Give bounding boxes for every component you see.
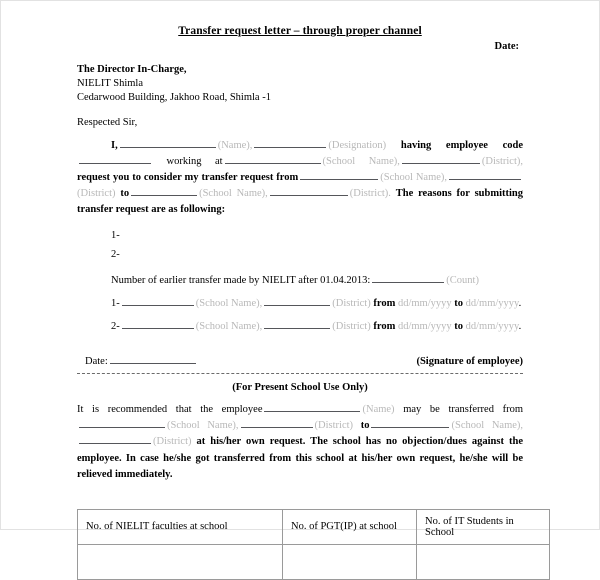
transfer-count-placeholder: (Count) — [446, 274, 479, 286]
reason-item-1[interactable]: 1- — [111, 229, 120, 241]
recommend-to-district-placeholder: (District) — [153, 436, 192, 448]
pronoun-i: I, — [111, 139, 118, 151]
history-period-2: . — [518, 320, 522, 332]
recommend-text-2: may be transferred from — [403, 403, 523, 415]
history-index-2: 2- — [111, 320, 120, 332]
recommend-from-school-placeholder: (School Name), — [167, 420, 239, 432]
school-counts-table — [77, 509, 550, 580]
reason-item-2[interactable]: 2- — [111, 248, 120, 260]
from-school-placeholder: (School Name), — [380, 172, 448, 184]
table-row — [78, 544, 550, 579]
page-title: Transfer request letter – through proper channel — [178, 25, 422, 37]
history-from-placeholder-1[interactable]: dd/mm/yyyy — [397, 297, 452, 309]
recommend-name-placeholder: (Name) — [362, 403, 395, 415]
employee-code-label: having employee code — [400, 139, 524, 151]
table-cell-pgt-ip[interactable] — [283, 544, 417, 579]
recommend-text-3: at his/her own request. The school has no objection/dues against the employee. In case he/she got transferred from this school at his/her own request, he/she will be relieved immediately. — [77, 436, 523, 481]
history-district-blank-2[interactable] — [264, 319, 330, 329]
table-cell-nielit-faculties[interactable] — [78, 544, 283, 579]
history-to-label-2: to — [454, 320, 463, 332]
salutation: Respected Sir, — [77, 116, 138, 128]
to-label: to — [120, 188, 130, 200]
designation-placeholder: (Designation) — [328, 139, 387, 151]
name-blank[interactable] — [120, 138, 216, 148]
addressee-line-1: The Director In-Charge, — [77, 64, 187, 75]
signature-row — [77, 354, 523, 367]
addressee-line-3: Cedarwood Building, Jakhoo Road, Shimla -1 — [77, 92, 271, 104]
earlier-transfers-line — [111, 273, 523, 286]
recommend-name-blank[interactable] — [264, 402, 360, 412]
earlier-transfers-label: Number of earlier transfer made by NIELIT after 01.04.2013: — [111, 274, 371, 286]
transfer-from-label: transfer request from — [201, 172, 299, 184]
transfer-count-blank[interactable] — [372, 273, 444, 283]
recommend-from-district-placeholder: (District) — [314, 420, 354, 432]
main-paragraph — [77, 138, 523, 219]
section-divider — [77, 373, 523, 374]
history-district-placeholder-1: (District) — [332, 297, 371, 309]
history-index-1: 1- — [111, 297, 120, 309]
addressee-line-2: NIELIT Shimla — [77, 78, 144, 90]
recommend-text-1: It is recommended that the employee — [77, 403, 263, 415]
to-district-placeholder: (District). — [349, 188, 391, 200]
signature-date-group — [77, 354, 198, 367]
current-school-blank[interactable] — [225, 154, 321, 164]
history-school-placeholder-2: (School Name), — [195, 320, 263, 332]
to-school-placeholder-cont: Name), — [236, 188, 268, 200]
history-from-label-2: from — [373, 320, 396, 332]
history-from-placeholder-2[interactable]: dd/mm/yyyy — [397, 320, 452, 332]
school-section-heading: (For Present School Use Only) — [232, 381, 368, 393]
recommend-from-school-blank[interactable] — [79, 418, 165, 428]
recommend-to-school-placeholder: (School Name), — [451, 420, 524, 432]
history-school-blank-2[interactable] — [122, 319, 194, 329]
employee-code-blank[interactable] — [79, 154, 151, 164]
history-to-placeholder-2[interactable]: dd/mm/yyyy — [465, 320, 519, 332]
table-header-nielit-faculties: No. of NIELIT faculties at school — [78, 509, 283, 544]
transfer-history-row-1 — [111, 296, 523, 309]
to-school-blank[interactable] — [131, 186, 197, 196]
reasons-list — [111, 226, 523, 264]
table-cell-it-students[interactable] — [417, 544, 550, 579]
reasons-intro: The reasons for submitting transfer request are as following: — [77, 188, 524, 216]
header-date-label: Date: — [494, 41, 519, 52]
designation-blank[interactable] — [254, 138, 326, 148]
recommend-to-district-blank[interactable] — [79, 434, 151, 444]
from-district-blank[interactable] — [449, 170, 521, 180]
history-district-blank-1[interactable] — [264, 296, 330, 306]
from-district-placeholder: (District) — [77, 188, 116, 200]
history-school-blank-1[interactable] — [122, 296, 194, 306]
school-recommendation-paragraph — [77, 402, 523, 484]
table-header-pgt-ip: No. of PGT(IP) at school — [283, 509, 417, 544]
history-district-placeholder-2: (District) — [332, 320, 371, 332]
working-at-label: working at — [166, 155, 223, 167]
to-district-blank[interactable] — [270, 186, 348, 196]
history-period-1: . — [518, 297, 522, 309]
transfer-history-row-2 — [111, 319, 523, 332]
signature-date-label: Date: — [85, 355, 108, 367]
history-school-placeholder-1: (School Name), — [195, 297, 263, 309]
table-header-row — [78, 509, 550, 544]
name-placeholder: (Name), — [217, 139, 253, 151]
recommend-to-school-blank[interactable] — [371, 418, 449, 428]
current-district-placeholder: (District), — [481, 155, 524, 167]
history-from-label-1: from — [373, 297, 396, 309]
table-header-it-students: No. of IT Students in School — [417, 509, 550, 544]
history-to-placeholder-1[interactable]: dd/mm/yyyy — [465, 297, 519, 309]
request-text: request you to consider my — [77, 172, 199, 184]
signature-date-blank[interactable] — [110, 354, 196, 364]
recommend-to-label: to — [360, 420, 370, 432]
document-sheet — [1, 1, 599, 538]
recommend-from-district-blank[interactable] — [241, 418, 313, 428]
from-school-blank[interactable] — [300, 170, 378, 180]
signature-of-employee-label: (Signature of employee) — [416, 355, 523, 367]
current-district-blank[interactable] — [402, 154, 480, 164]
history-to-label-1: to — [454, 297, 463, 309]
current-school-placeholder: (School Name), — [322, 155, 400, 167]
to-school-placeholder: (School — [199, 188, 232, 200]
